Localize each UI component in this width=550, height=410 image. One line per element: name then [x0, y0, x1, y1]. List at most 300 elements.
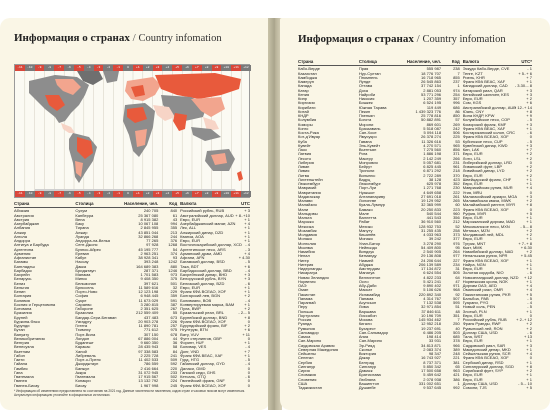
cell-population: 10 196 709: [421, 312, 442, 318]
cell-capital: Аккра: [75, 369, 86, 375]
cell-currency: Тала, WST: [462, 334, 483, 339]
cell-currency: Доллар США, USD: [462, 380, 498, 386]
cell-country: Россия: [298, 317, 312, 322]
cell-capital: Масеру: [358, 155, 373, 161]
cell-country: Сальвадор: [298, 329, 319, 335]
cell-utc: - 1: [527, 66, 532, 72]
cell-country: Мадагаскар: [298, 193, 321, 199]
cell-utc: + 2: [244, 323, 250, 328]
cell-currency: Франк КФА BEAC, XAF: [462, 79, 506, 84]
cell-capital: Дакка: [75, 263, 87, 269]
cell-currency: Канадский доллар, CAD: [462, 83, 508, 89]
cell-country: Конго: [298, 125, 309, 131]
cell-capital: Нейпьидо: [358, 244, 378, 250]
cell-utc: + 1: [526, 236, 532, 242]
cell-country: Казахстан: [298, 70, 317, 76]
cell-country: Литва: [298, 172, 309, 178]
cell-currency: Ливийский динар, LYD: [462, 168, 505, 174]
cell-country: Боливия: [14, 297, 30, 303]
cell-capital: Москва: [358, 317, 373, 322]
timezone-label: +6: [182, 191, 192, 197]
cell-utc: + 1: [244, 340, 250, 345]
cell-currency: Евро, EUR: [462, 338, 483, 344]
cell-code: 370: [453, 172, 460, 178]
table-body: [14, 209, 250, 388]
cell-country: Сингапур: [298, 363, 316, 369]
country-table-left: [14, 202, 250, 388]
cell-population: 7 275 560: [423, 147, 442, 152]
timezone-label: +11: [231, 65, 241, 71]
cell-population: 17 500 658: [421, 368, 442, 373]
cell-country: Багамы: [14, 259, 29, 265]
cell-capital: Будапешт: [75, 340, 94, 345]
cell-capital: Бисау: [75, 382, 87, 388]
cell-code: 60: [455, 202, 460, 208]
timezone-label: 0: [123, 65, 133, 71]
cell-population: 393 248: [143, 259, 159, 265]
cell-code: 966: [453, 342, 460, 348]
cell-capital: Сараево: [75, 301, 92, 307]
cell-currency: Риель, KHR: [462, 74, 485, 80]
cell-population: 8 915 382: [140, 216, 159, 222]
cell-country: Албания: [14, 225, 31, 231]
cell-currency: Барбадосский доллар, BBD: [180, 267, 232, 273]
cell-code: 355: [170, 225, 178, 231]
cell-utc: - 2..- 5: [238, 310, 250, 316]
cell-currency: Боливар, VES: [180, 344, 207, 350]
cell-currency: Белизский доллар, BZD: [180, 280, 225, 286]
cell-code: 678: [170, 331, 178, 337]
cell-country: Мальдивы: [298, 210, 318, 216]
cell-code: 58: [172, 344, 178, 350]
cell-population: 5 459 642: [423, 372, 442, 378]
cell-code: 855: [453, 74, 460, 80]
cell-utc: - 6: [245, 280, 250, 286]
cell-utc: 0: [529, 206, 532, 212]
cell-currency: Малавийская квача, MWK: [462, 198, 512, 203]
header-capital: Столица: [358, 59, 377, 64]
cell-country: Латвия: [298, 151, 312, 157]
timezone-label: -1: [113, 191, 123, 197]
cell-population: 6 524 195: [423, 100, 442, 106]
cell-population: 5 106 626: [423, 287, 442, 293]
cell-population: 1 439 323 776: [415, 108, 442, 114]
cell-population: 1 271 768: [423, 185, 442, 191]
cell-currency: Сербский динар, RSD: [462, 359, 504, 365]
cell-utc: - 4: [245, 361, 250, 367]
cell-currency: Либерийский доллар, LRD: [462, 159, 512, 165]
cell-capital: Триполи: [358, 168, 375, 174]
cell-currency: Кванза, AOA: [180, 233, 204, 239]
cell-country: Сенегал: [298, 355, 314, 361]
cell-utc: - 6: [527, 329, 532, 335]
cell-country: Бурунди: [14, 323, 30, 328]
cell-capital: Исламабад: [358, 291, 380, 297]
header-utc: UTC: [241, 201, 250, 206]
cell-population: 287 371: [143, 267, 159, 273]
cell-utc: + 8: [526, 363, 532, 369]
cell-country: Словения: [298, 376, 317, 382]
cell-capital: Вадуц: [358, 176, 371, 182]
cell-capital: Алжир: [75, 229, 88, 235]
cell-currency: Франк КФА BEAC, XAF: [180, 352, 223, 358]
cell-country: Нидерланды: [298, 266, 322, 271]
cell-currency: Коморский франк, KMF: [462, 121, 507, 127]
cell-population: 18 776 707: [421, 70, 442, 76]
cell-population: 32 365 999: [421, 202, 442, 208]
cell-country: Сейшелы: [298, 351, 316, 356]
cell-population: 8 737 371: [423, 359, 442, 365]
cell-utc: 0: [529, 159, 532, 165]
cell-currency: Ганский седи, GHS: [180, 369, 216, 375]
cell-currency: Бразильский реал, BRL: [180, 310, 225, 316]
cell-code: 1: [457, 83, 460, 89]
cell-currency: Евро, EUR: [462, 376, 483, 382]
cell-population: 53 771 296: [421, 91, 442, 97]
cell-code: 375: [170, 276, 178, 282]
cell-capital: Дамаск: [358, 368, 373, 373]
cell-currency: Золотая кордоба, NIO: [462, 270, 504, 276]
cell-code: 351: [453, 312, 460, 318]
cell-code: 218: [453, 168, 460, 174]
cell-country: Никарагуа: [298, 270, 318, 276]
table-body: [298, 67, 532, 390]
cell-currency: Франк КФА BEAC, XAF: [462, 125, 506, 131]
cell-country: Бельгия: [14, 284, 29, 290]
cell-code: 53: [455, 138, 460, 144]
cell-country: Венесуэла: [14, 344, 34, 350]
cell-population: 2 963 251: [140, 250, 159, 256]
cell-population: 67 886 004: [138, 335, 159, 341]
cell-currency: Евро, EUR: [180, 238, 201, 243]
cell-capital: Осло: [358, 278, 369, 284]
cell-capital: Банжул: [75, 365, 90, 371]
cell-country: Ливия: [298, 168, 310, 174]
cell-country: Руанда: [298, 321, 312, 327]
cell-code: 231: [453, 159, 460, 165]
cell-currency: Метикал, MZN: [462, 227, 490, 233]
cell-currency: Франк КФА BCEAO, XOF: [180, 289, 227, 294]
cell-utc: + 1: [244, 238, 250, 243]
cell-country: Ангола: [14, 233, 27, 239]
cell-capital: Прая: [358, 66, 369, 72]
cell-code: 509: [170, 357, 178, 362]
timezone-label: -10: [25, 191, 35, 197]
cell-country: Азербайджан: [14, 221, 40, 226]
cell-population: 786 559: [143, 361, 159, 367]
cell-capital: Гватемала: [75, 374, 96, 379]
cell-capital: Антананариву: [358, 193, 386, 199]
cell-population: 397 621: [143, 280, 159, 286]
cell-capital: Баку: [75, 221, 85, 226]
cell-currency: Белорусский рубль, BYN: [180, 276, 227, 282]
right-page: [280, 18, 550, 410]
cell-code: 48: [455, 308, 460, 314]
cell-population: 128 932 753: [418, 223, 442, 229]
timezone-label: +2: [143, 65, 153, 71]
cell-currency: Оманский риал, OMR: [462, 287, 503, 293]
title-en: Country infomation: [138, 33, 222, 44]
cell-capital: Уагадугу: [75, 318, 92, 324]
timezone-label: -6: [64, 191, 74, 197]
timezone-label: -7: [54, 65, 64, 71]
cell-utc: + 4: [244, 221, 250, 226]
cell-utc: + 2: [526, 151, 532, 157]
cell-population: 10 067 108: [138, 221, 159, 226]
cell-capital: Сухум: [75, 208, 87, 214]
cell-country: Коморы: [298, 121, 313, 127]
cell-population: 32 971 854: [421, 304, 442, 310]
cell-population: 37 846 611: [421, 308, 442, 314]
timezone-label: -3: [94, 191, 104, 197]
cell-capital: Панама: [358, 295, 374, 301]
cell-utc: - 4: [245, 297, 250, 303]
cell-capital: Порт-о-Пренс: [75, 357, 101, 362]
cell-population: 19 237 691: [421, 325, 442, 331]
cell-currency: Евро, EUR: [462, 172, 483, 178]
header-currency: Валюта: [462, 59, 480, 64]
cell-country: Вануату: [14, 331, 30, 337]
cell-currency: Сейшельская рупия, SCR: [462, 351, 511, 356]
cell-code: 975: [170, 327, 178, 333]
cell-code: 503: [453, 329, 460, 335]
cell-capital: Кишинёв: [358, 232, 376, 237]
cell-population: 5 850 342: [423, 363, 442, 369]
cell-currency: Болгарский лев, BGN: [180, 293, 220, 299]
cell-code: 266: [453, 155, 460, 161]
cell-utc: + 2: [526, 172, 532, 178]
cell-currency: Найра, NGN: [462, 261, 486, 267]
cell-population: 771 612: [143, 327, 159, 333]
cell-country: Нигерия: [298, 261, 314, 267]
cell-code: 233: [170, 369, 178, 375]
cell-currency: Лоти, LSL: [462, 155, 481, 161]
cell-utc: + 1: [526, 176, 532, 182]
cell-utc: + 2: [244, 293, 250, 299]
cell-currency: Угия, MRU: [462, 189, 483, 195]
cell-country: Оман: [298, 287, 309, 293]
cell-code: 241: [170, 352, 178, 358]
cell-code: 386: [453, 376, 460, 382]
cell-country: Намибия: [298, 249, 315, 254]
cell-utc: + 1: [526, 261, 532, 267]
cell-capital: Бамако: [358, 206, 373, 212]
cell-capital: Маскат: [358, 287, 373, 293]
cell-utc: + 1: [526, 125, 532, 131]
cell-country: Камерун: [298, 79, 314, 84]
cell-capital: Скопье: [358, 346, 373, 352]
cell-population: 17 915 567: [138, 374, 159, 379]
cell-code: 502: [170, 374, 178, 379]
cell-population: 441 543: [426, 215, 442, 220]
timezone-label: -4: [84, 65, 94, 71]
cell-code: 359: [170, 293, 178, 299]
cell-population: 2 845 955: [140, 225, 159, 231]
cell-code: 224: [170, 378, 178, 384]
cell-code: 223: [453, 206, 460, 212]
cell-country: Либерия: [298, 159, 314, 165]
cell-code: 261: [453, 193, 460, 199]
cell-code: 222: [453, 189, 460, 195]
cell-population: 54 409 800: [421, 244, 442, 250]
timezone-label: +8: [202, 65, 212, 71]
cell-country: Армения: [14, 250, 31, 256]
cell-currency: Багамский доллар, BSD: [180, 259, 225, 265]
cell-currency: Марокканский дирхам, MAD: [462, 219, 515, 225]
cell-capital: Ханой: [75, 348, 87, 354]
cell-population: 38 128: [428, 176, 442, 182]
table-row: [14, 384, 250, 388]
cell-capital: Сан-Хосе: [358, 130, 377, 135]
cell-code: 389: [453, 346, 460, 352]
cell-population: 4 649 658: [423, 189, 442, 195]
cell-country: Молдавия: [298, 232, 317, 237]
cell-population: 24 206 644: [421, 257, 442, 263]
cell-utc: + 1: [526, 215, 532, 220]
cell-currency: Кувейтский динар, KWD: [462, 142, 508, 148]
cell-population: 11 589 616: [138, 284, 159, 290]
title-ru: Информация о странах: [298, 33, 414, 45]
cell-currency: Афгани, AFN: [180, 255, 205, 260]
cell-utc: + 1: [244, 352, 250, 358]
cell-code: 225: [453, 134, 460, 140]
cell-utc: + 1: [526, 257, 532, 263]
cell-utc: + 11: [242, 331, 250, 337]
cell-country: Венгрия: [14, 340, 30, 345]
timezone-label: -10: [25, 65, 35, 71]
cell-capital: Брюссель: [75, 284, 94, 290]
cell-currency: Франк Руанды, RWF: [462, 321, 501, 327]
cell-utc: 0: [529, 189, 532, 195]
cell-country: Самоа: [298, 334, 311, 339]
cell-capital: Вена: [75, 216, 85, 222]
cell-code: 221: [453, 355, 460, 361]
cell-capital: Апиа: [358, 334, 369, 339]
cell-country: Сербия: [298, 359, 313, 365]
cell-capital: Люксембург: [358, 181, 382, 186]
cell-population: 6 825 445: [423, 164, 442, 169]
cell-utc: + 3: [244, 208, 250, 214]
cell-utc: 0: [529, 134, 532, 140]
cell-capital: Нассау: [75, 259, 89, 265]
cell-population: 1 886 198: [423, 151, 442, 157]
cell-code: 36: [172, 340, 178, 345]
cell-utc: - 5: [527, 117, 532, 123]
cell-capital: Монровия: [358, 159, 378, 165]
timezone-label: -3: [94, 65, 104, 71]
cell-population: 3 278 290: [423, 240, 442, 246]
cell-currency: Юань, CNY: [462, 108, 484, 114]
cell-capital: Сент-Джонс: [75, 242, 98, 248]
cell-capital: Браззавиль: [358, 125, 381, 131]
timezone-label: -5: [74, 65, 84, 71]
cell-utc: + 5: [526, 291, 532, 297]
cell-currency: Малагасийский ариари, MGA: [462, 193, 518, 199]
cell-code: 57: [455, 117, 460, 123]
cell-population: 29 136 808: [421, 253, 442, 259]
header-code: Код: [451, 59, 460, 64]
cell-currency: Вона КНДР, KPW: [462, 113, 495, 118]
cell-currency: Азербайджанский манат, AZN: [180, 221, 236, 226]
cell-country: Гайана: [14, 361, 28, 367]
timezone-label: -4: [84, 191, 94, 197]
cell-utc: + 1: [526, 181, 532, 186]
timezone-label: -8: [44, 65, 54, 71]
cell-utc: + 7: [526, 147, 532, 152]
cell-currency: Молдавский лей, MDL: [462, 232, 505, 237]
cell-code: 507: [453, 295, 460, 301]
cell-capital: Абу-Даби: [358, 283, 377, 288]
cell-capital: Лима: [358, 304, 369, 310]
cell-population: 5 057 681: [423, 159, 442, 165]
cell-code: 357: [453, 96, 460, 101]
cell-capital: Бишкек: [358, 100, 373, 106]
cell-utc: + 7: [526, 74, 532, 80]
cell-country: Монголия: [298, 240, 317, 246]
cell-country: Люксембург: [298, 181, 321, 186]
cell-utc: 0: [247, 318, 250, 324]
cell-currency: Евро, EUR: [462, 312, 483, 318]
cell-population: 540 544: [426, 210, 442, 216]
cell-code: 64: [455, 274, 460, 280]
cell-country: Панама: [298, 295, 313, 301]
cell-country: Гамбия: [14, 365, 28, 371]
cell-capital: Душанбе: [358, 385, 376, 390]
timezone-label: +1: [133, 65, 143, 71]
cell-population: 20 250 833: [421, 206, 442, 212]
cell-currency: Тугрик, MNT: [462, 240, 486, 246]
cell-country: Бангладеш: [14, 263, 35, 269]
cell-currency: Бальбоа, PAB: [462, 295, 489, 301]
cell-utc: + 4: [244, 250, 250, 256]
cell-population: 2 142 249: [423, 155, 442, 161]
cell-utc: + 8..+10: [235, 212, 250, 218]
cell-capital: Варшава: [358, 308, 376, 314]
cell-country: Северная Македония: [298, 346, 339, 352]
cell-currency: Брунейский доллар, BND: [180, 314, 228, 320]
cell-population: 2 881 053: [423, 87, 442, 93]
cell-country: Барбадос: [14, 267, 33, 273]
cell-currency: Евро, EUR: [180, 216, 201, 222]
cell-capital: Богота: [358, 117, 372, 123]
cell-utc: 0: [247, 335, 250, 341]
cell-population: 12 123 198: [138, 289, 159, 294]
cell-capital: Нур-Султан: [358, 70, 381, 76]
cell-country: Ливан: [298, 164, 310, 169]
left-page: [0, 18, 270, 410]
cell-code: 230: [453, 185, 460, 191]
cell-code: 242: [453, 125, 460, 131]
cell-utc: + 1: [244, 229, 250, 235]
cell-currency: Доллар США, USD: [462, 329, 498, 335]
cell-population: 555 987: [426, 66, 442, 72]
cell-code: 84: [172, 348, 178, 354]
cell-code: 506: [453, 130, 460, 135]
cell-population: 4 314 767: [423, 295, 442, 301]
cell-code: 377: [453, 236, 460, 242]
cell-population: 33 931: [428, 338, 442, 344]
cell-country: Кабо-Верде: [298, 66, 320, 72]
cell-capital: Эль-Кувейт: [358, 142, 381, 148]
timezone-label: -11: [15, 65, 25, 71]
cell-population: 2 083 374: [423, 346, 442, 352]
timezone-label: +11: [231, 191, 241, 197]
cell-utc: + 1: [244, 301, 250, 307]
header-country: Страна: [298, 59, 314, 64]
cell-capital: Мехико: [358, 223, 373, 229]
cell-utc: + 1: [244, 225, 250, 231]
cell-code: 226: [170, 318, 178, 324]
